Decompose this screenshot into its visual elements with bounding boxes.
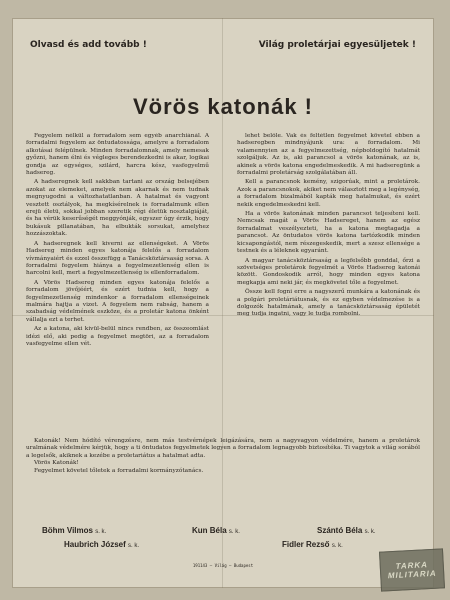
signatory-suffix: s. k. (331, 543, 343, 549)
signatory-suffix: s. k. (128, 543, 140, 549)
signature (317, 526, 376, 535)
signature (282, 540, 343, 549)
paragraph: A magyar tanácsköztársaság a legfelsőbb gonddal, őrzi a szövetséges proletárok fegyelmét a Vörös Hadsereg katonái között. Gondoskodik arról, hogy minden egyes katona megkapja ami neki jár, és megkövetel tőle a fegyelmet. (237, 257, 420, 286)
signatory-name: Kun Béla (192, 526, 227, 535)
slogan-left: Olvasd és add tovább ! (30, 40, 147, 50)
closing-statement: Fegyelmet követel tőletek a forradalmi kormányzótanács. (34, 467, 204, 474)
signatory-suffix: s. k. (95, 529, 107, 535)
closing-section (26, 438, 420, 475)
signature (192, 526, 240, 535)
paragraph: A hadseregnek kell sakkban tartani az ország belsejében azokat az elemeket, amelyek nem akarnak és nem tudnak megnyugodni a változhatatlanban. A hatalmat és vagyont vesztett osztályok, ha megkísérelnek is forradalmunk ellen erejü életü, sokkal jobban szeretik régi életük nosztalgiáját, és ha vérük keserűségét meggyónják, egyszer úgy érzik, hogy bukásuk pillanatában, ha elbukták sorsukat, amelyhez hozzászoktak. (26, 179, 209, 238)
signatory-name: Böhm Vilmos (42, 526, 93, 535)
leaflet-title: Vörös katonák ! (132, 94, 314, 119)
watermark-line-1: TARKA (395, 560, 429, 571)
paragraph: Össze kell fogni erre a nagyszerű munkára a katonának és a polgári proletáriátusnak, és ez egyben védelmezése is a dolgozók hatalmának, amely a tanácsköztársaság épületét meg tudja ingatni, vagy le tudja rombolni. (237, 289, 420, 318)
text-column-right (237, 133, 420, 433)
closing-salutation: Vörös Katonák! (34, 460, 79, 467)
printer-imprint: 191143 — Világ — Budapest (192, 563, 254, 568)
signature (42, 526, 106, 535)
signature (64, 540, 139, 549)
paragraph: A Vörös Hadsereg minden egyes katonája felelős a forradalom jövőjéért, és ezért tudnia kell, hogy a fegyelmezetlenség mindenkor a forradalom ellenségeinek malmára hajtja a vizet. A fegyelem nem rabság, hanem a szabadság védelmének eszköze, és a proletár katona önként vállalja ezt a terhet. (26, 279, 209, 323)
text-column-left (26, 133, 209, 433)
paragraph: A hadseregnek kell kiverni az ellenségeket. A Vörös Hadsereg minden egyes katonája felelős a forradalom vívmányaiért és ezzel összefügg a Tanácsköztársaság sorsa. A forradalmi fegyelem hiánya a fegyelmezetlenség ellen is harcolni kell, mert a fegyelmezetlenség is ellenforradalom. (26, 240, 209, 277)
signatory-suffix: s. k. (364, 529, 376, 535)
paragraph: Ha a vörös katonának minden parancsot teljesíteni kell. Nemcsak magát a Vörös Hadsereget, hanem az egész forradalmat veszélyezteti, ha a katona megtagadja a parancsot. Az öntudatos vörös katona tartózkodik minden kicsapongástól, nem részegeskedik, mert a szesz ellensége a testnek és a léleknek egyaránt. (237, 211, 420, 255)
closing-paragraph: Katonák! Nem hódító vérengzésre, nem más testvérnépek leigázására, nem a nagyvagyon védelmére, hanem a proletárok uralmának védelmére kérjük, hogy a ti öntudatos fegyelmetek legyen a forradalom legnagyobb biztosítéka. Ti vagytok a világ sorából a legelsők, akiknek a kezébe a proletariátus a hatalmat adta. (26, 438, 420, 459)
header-slogans (30, 40, 416, 50)
paragraph: Az a katona, aki kivül-belül nincs rendben, az összeomlást idézi elő, aki pedig a fegyelmet megtöri, az a forradalom vasfegyelme ellen vét. (26, 326, 209, 347)
paragraph: lehet belőle. Vak és feltétlen fegyelmet követel ebben a hadseregben mindnyájunk ura: a forradalom. Mi valamennyien az a fegyelmezettség, népboldogító hatalmát szolgáljuk. Az is, aki parancsol a vörös katonának, az is, akinek a vörös katona engedelmeskedik. A mi hadseregünk a forradalmi proletárság szolgálatában áll. (237, 133, 420, 177)
signatory-name: Fidler Rezső (282, 540, 330, 549)
paragraph: Kell a parancsnok kemény, szigorúak, mint a proletárok. Azok a parancsnokok, akiket nem választott meg a legénység, a forradalom bizalmából kapták meg hatalmukat, és ezért nekik engedelmeskedni kell. (237, 179, 420, 208)
signatory-suffix: s. k. (228, 529, 240, 535)
paragraph: Fegyelem nélkül a forradalom sem egyéb anarchiánál. A forradalmi fegyelem az öntudatossága, amelyre a forradalom alkotásai felépülnek. Minden forradalomnak, amely nemesak győzni, hanem élni és végleges berendezkedni is akar, logikai gondja az egységes, szilárd, harcra kész, vasfegyelmű hadsereg. (26, 133, 209, 177)
watermark-logo (379, 548, 445, 591)
leaflet-sheet (12, 18, 434, 588)
signatory-name: Szántó Béla (317, 526, 363, 535)
slogan-right: Világ proletárjai egyesüljetek ! (258, 40, 416, 50)
signatory-name: Haubrich József (64, 540, 126, 549)
watermark-line-2: MILITARIA (387, 568, 437, 581)
